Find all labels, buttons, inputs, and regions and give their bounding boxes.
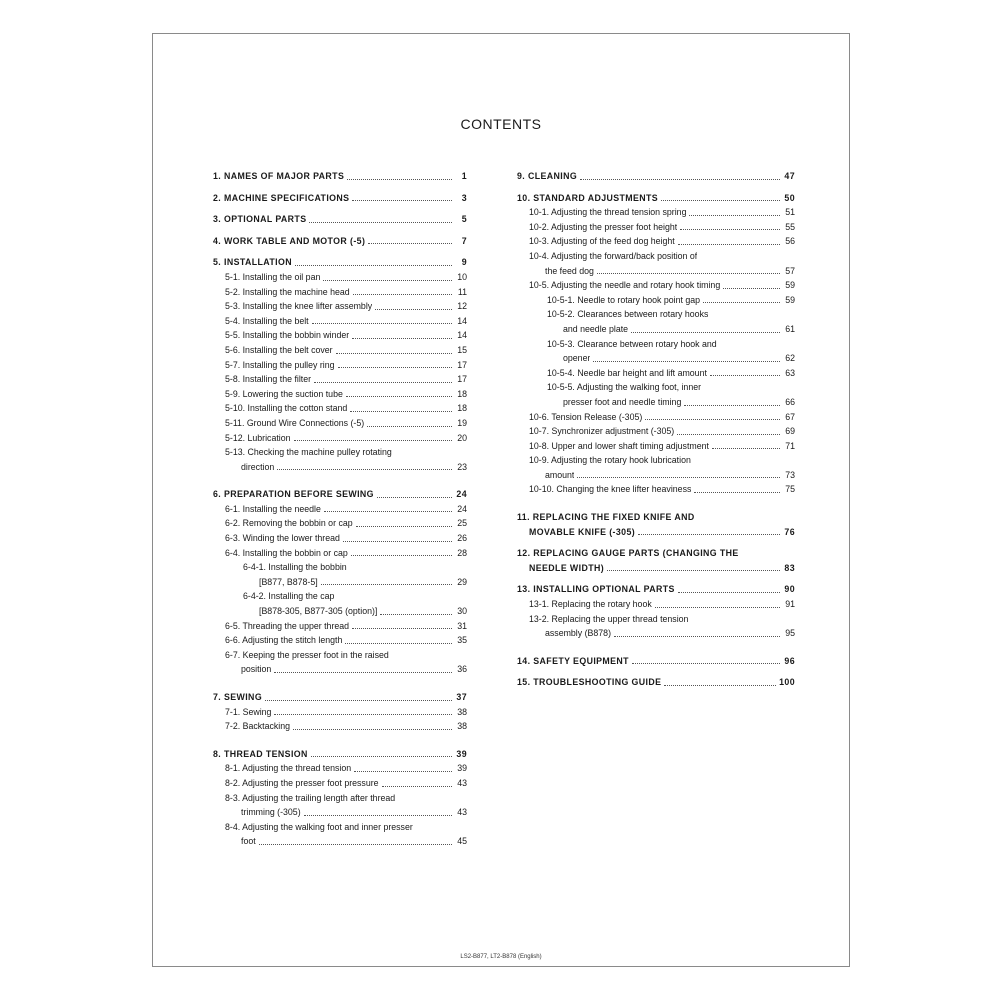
toc-entry-line xyxy=(213,560,467,575)
toc-page-number: 12 xyxy=(457,301,467,312)
dot-leader xyxy=(382,786,452,787)
toc-entry xyxy=(213,270,467,285)
toc-entry xyxy=(213,487,467,502)
toc-entry xyxy=(213,212,467,227)
dot-leader xyxy=(351,555,452,556)
toc-entry-label: 10-5-5. Adjusting the walking foot, inner xyxy=(547,382,702,393)
toc-page-number: 17 xyxy=(457,359,467,370)
dot-leader xyxy=(350,411,452,412)
toc-entry xyxy=(213,191,467,206)
toc-entry xyxy=(213,372,467,387)
toc-page-number: 17 xyxy=(457,374,467,385)
dot-leader xyxy=(321,584,452,585)
toc-entry-label: 5-9. Lowering the suction tube xyxy=(225,388,343,399)
toc-page-number: 23 xyxy=(457,461,467,472)
toc-entry xyxy=(213,662,467,677)
toc-page-number: 90 xyxy=(784,584,795,595)
toc-entry-line xyxy=(517,307,795,322)
page-footer: LS2-B877, LT2-B878 (English) xyxy=(460,954,542,960)
toc-entry-label: 8-2. Adjusting the presser foot pressure xyxy=(225,777,379,788)
toc-entry-label-continued: amount xyxy=(545,469,575,480)
toc-entry-label-continued: [B877, B878-5] xyxy=(259,576,318,587)
dot-leader xyxy=(338,367,452,368)
toc-entry-label: 6-4-1. Installing the bobbin xyxy=(243,562,347,573)
toc-entry-label: 5-2. Installing the machine head xyxy=(225,286,350,297)
toc-page-number: 66 xyxy=(785,396,795,407)
toc-page-number: 47 xyxy=(784,171,795,181)
toc-entry-label: 6. PREPARATION BEFORE SEWING xyxy=(213,489,374,500)
toc-entry-label: 5-8. Installing the filter xyxy=(225,374,312,385)
toc-entry xyxy=(213,234,467,249)
dot-leader xyxy=(356,526,452,527)
toc-page-number: 24 xyxy=(457,503,467,514)
toc-entry xyxy=(213,314,467,329)
toc-page-number: 55 xyxy=(785,221,795,232)
toc-entry-label: 3. OPTIONAL PARTS xyxy=(213,214,307,225)
toc-entry-label: 5-6. Installing the belt cover xyxy=(225,344,333,355)
toc-page-number: 9 xyxy=(461,257,467,268)
toc-page-number: 19 xyxy=(457,417,467,428)
toc-entry-label: 11. REPLACING THE FIXED KNIFE AND xyxy=(517,512,695,523)
dot-leader xyxy=(712,448,780,449)
toc-page-number: 59 xyxy=(785,280,795,291)
dot-leader xyxy=(368,243,452,244)
dot-leader xyxy=(380,614,452,615)
toc-entry-line xyxy=(517,337,795,352)
toc-entry-line xyxy=(517,380,795,395)
dot-leader xyxy=(304,815,452,816)
toc-entry xyxy=(213,747,467,762)
toc-page-number: 36 xyxy=(457,664,467,675)
toc-entry xyxy=(517,169,795,184)
dot-leader xyxy=(593,361,780,362)
dot-leader xyxy=(684,405,780,406)
dot-leader xyxy=(259,844,452,845)
toc-entry xyxy=(517,626,795,641)
dot-leader xyxy=(352,200,452,201)
toc-entry xyxy=(213,719,467,734)
toc-entry xyxy=(213,575,467,590)
toc-entry xyxy=(517,293,795,308)
toc-page-number: 11 xyxy=(457,286,467,297)
toc-entry xyxy=(517,561,795,576)
toc-entry-label: 9. CLEANING xyxy=(517,171,578,181)
toc-page-number: 39 xyxy=(456,748,467,759)
toc-entry-label: 10-8. Upper and lower shaft timing adjustment xyxy=(529,440,709,451)
toc-page-number: 91 xyxy=(785,599,795,610)
toc-page-number: 75 xyxy=(785,484,795,495)
toc-entry-line xyxy=(213,820,467,835)
toc-entry-label: 10-9. Adjusting the rotary hook lubrication xyxy=(529,455,691,466)
dot-leader xyxy=(367,426,452,427)
toc-page-number: 43 xyxy=(457,807,467,818)
toc-entry-label: 10-5-1. Needle to rotary hook point gap xyxy=(547,294,701,305)
toc-entry-label: 10-5-4. Needle bar height and lift amount xyxy=(547,367,707,378)
toc-page-number: 56 xyxy=(785,236,795,247)
toc-entry xyxy=(517,205,795,220)
toc-page-number: 24 xyxy=(456,489,467,500)
toc-entry xyxy=(517,322,795,337)
toc-entry xyxy=(517,482,795,497)
toc-entry-label: 6-3. Winding the lower thread xyxy=(225,533,340,544)
toc-page-number: 14 xyxy=(457,330,467,341)
toc-entry xyxy=(213,328,467,343)
toc-entry xyxy=(213,805,467,820)
toc-page-number: 71 xyxy=(785,440,795,451)
dot-leader xyxy=(354,771,452,772)
toc-right-column xyxy=(517,169,795,690)
toc-entry-label-continued: and needle plate xyxy=(563,323,629,334)
toc-entry xyxy=(213,387,467,402)
dot-leader xyxy=(614,636,780,637)
toc-entry-label: 10. STANDARD ADJUSTMENTS xyxy=(517,192,659,203)
toc-entry-line xyxy=(517,510,795,525)
toc-page-number: 61 xyxy=(785,323,795,334)
toc-entry xyxy=(517,675,795,690)
toc-entry-label: 10-5. Adjusting the needle and rotary hook timing xyxy=(529,280,721,291)
toc-page-number: 39 xyxy=(457,763,467,774)
toc-entry xyxy=(517,424,795,439)
toc-entry-label: 8. THREAD TENSION xyxy=(213,748,308,759)
toc-entry xyxy=(213,516,467,531)
dot-leader xyxy=(274,714,452,715)
toc-entry-label: 5-10. Installing the cotton stand xyxy=(225,403,348,414)
toc-page-number: 67 xyxy=(785,411,795,422)
toc-entry-label: 13-2. Replacing the upper thread tension xyxy=(529,613,689,624)
toc-entry xyxy=(213,604,467,619)
toc-entry-label: 5-12. Lubrication xyxy=(225,432,291,443)
dot-leader xyxy=(352,338,452,339)
toc-entry xyxy=(517,439,795,454)
toc-entry-label: 12. REPLACING GAUGE PARTS (CHANGING THE xyxy=(517,548,739,559)
toc-entry-label-continued: direction xyxy=(241,461,275,472)
toc-entry-label: 13-1. Replacing the rotary hook xyxy=(529,599,652,610)
toc-entry-label: 6-1. Installing the needle xyxy=(225,503,321,514)
dot-leader xyxy=(597,273,780,274)
toc-entry-label: 10-1. Adjusting the thread tension spring xyxy=(529,207,687,218)
toc-entry-label: 5-11. Ground Wire Connections (-5) xyxy=(225,417,365,428)
toc-entry-label-continued: assembly (B878) xyxy=(545,628,612,639)
toc-page-number: 76 xyxy=(784,526,795,537)
dot-leader xyxy=(664,685,776,686)
toc-entry-label-continued: the feed dog xyxy=(545,265,594,276)
dot-leader xyxy=(293,729,452,730)
toc-page-number: 57 xyxy=(785,265,795,276)
toc-entry xyxy=(517,220,795,235)
dot-leader xyxy=(645,419,780,420)
toc-page-number: 59 xyxy=(785,294,795,305)
toc-entry-label: 5-7. Installing the pulley ring xyxy=(225,359,335,370)
dot-leader xyxy=(689,215,780,216)
toc-entry-label: 1. NAMES OF MAJOR PARTS xyxy=(213,171,345,181)
toc-page-number: 37 xyxy=(456,692,467,702)
dot-leader xyxy=(312,323,452,324)
toc-page-number: 95 xyxy=(785,628,795,639)
dot-leader xyxy=(703,302,780,303)
toc-page-number: 38 xyxy=(457,706,467,717)
toc-entry-label: 5-3. Installing the knee lifter assembly xyxy=(225,301,373,312)
toc-page-number: 28 xyxy=(457,547,467,558)
toc-entry-label: 10-10. Changing the knee lifter heaviness xyxy=(529,484,692,495)
toc-entry-label: 10-5-3. Clearance between rotary hook and xyxy=(547,338,717,349)
dot-leader xyxy=(631,332,780,333)
toc-entry xyxy=(213,690,467,705)
toc-entry xyxy=(213,705,467,720)
toc-entry xyxy=(213,299,467,314)
toc-entry-line xyxy=(213,791,467,806)
toc-entry-label: 5-13. Checking the machine pulley rotating xyxy=(225,447,392,458)
toc-page-number: 73 xyxy=(785,469,795,480)
toc-entry xyxy=(213,761,467,776)
toc-entry xyxy=(517,351,795,366)
toc-entry-label-continued: foot xyxy=(241,836,256,847)
toc-entry-label: 8-4. Adjusting the walking foot and inner presser xyxy=(225,821,413,832)
toc-entry-label: 7-1. Sewing xyxy=(225,706,272,717)
toc-entry-label: 6-7. Keeping the presser foot in the raised xyxy=(225,649,389,660)
toc-entry xyxy=(517,366,795,381)
dot-leader xyxy=(694,492,780,493)
toc-entry-label: 10-7. Synchronizer adjustment (-305) xyxy=(529,426,675,437)
dot-leader xyxy=(347,179,452,180)
dot-leader xyxy=(710,375,780,376)
toc-entry xyxy=(517,234,795,249)
toc-entry-label-continued: opener xyxy=(563,353,591,364)
toc-entry xyxy=(213,619,467,634)
dot-leader xyxy=(314,382,452,383)
toc-page-number: 63 xyxy=(785,367,795,378)
dot-leader xyxy=(336,353,452,354)
toc-entry xyxy=(517,395,795,410)
toc-entry xyxy=(213,633,467,648)
dot-leader xyxy=(577,477,780,478)
dot-leader xyxy=(295,265,452,266)
toc-page-number: 15 xyxy=(457,344,467,355)
dot-leader xyxy=(377,497,452,498)
toc-entry-line xyxy=(213,589,467,604)
toc-entry-label: 10-4. Adjusting the forward/back position of xyxy=(529,250,698,261)
toc-entry-label: 10-3. Adjusting of the feed dog height xyxy=(529,236,675,247)
toc-page-number: 83 xyxy=(784,562,795,573)
toc-entry xyxy=(213,776,467,791)
dot-leader xyxy=(265,700,452,701)
toc-entry-label: 6-6. Adjusting the stitch length xyxy=(225,635,343,646)
toc-page-number: 43 xyxy=(457,777,467,788)
toc-page-number: 1 xyxy=(461,171,467,181)
toc-entry xyxy=(213,358,467,373)
toc-entry xyxy=(213,431,467,446)
toc-entry xyxy=(213,834,467,849)
dot-leader xyxy=(678,592,780,593)
toc-entry xyxy=(213,169,467,184)
dot-leader xyxy=(352,628,452,629)
dot-leader xyxy=(323,280,452,281)
dot-leader xyxy=(346,396,452,397)
dot-leader xyxy=(345,643,452,644)
toc-entry-label: 6-4. Installing the bobbin or cap xyxy=(225,547,348,558)
toc-entry xyxy=(517,410,795,425)
toc-entry xyxy=(213,546,467,561)
dot-leader xyxy=(655,607,780,608)
toc-entry-label: 6-5. Threading the upper thread xyxy=(225,620,350,631)
toc-entry-line xyxy=(517,546,795,561)
dot-leader xyxy=(677,434,780,435)
toc-page-number: 10 xyxy=(457,271,467,282)
toc-entry xyxy=(517,264,795,279)
toc-entry xyxy=(213,401,467,416)
toc-entry-label-continued: presser foot and needle timing xyxy=(563,396,682,407)
toc-entry-label: 5. INSTALLATION xyxy=(213,257,292,268)
dot-leader xyxy=(311,756,452,757)
toc-page-number: 7 xyxy=(461,235,467,246)
toc-entry xyxy=(517,597,795,612)
page-title: CONTENTS xyxy=(460,116,542,132)
dot-leader xyxy=(661,200,780,201)
toc-page-number: 5 xyxy=(461,214,467,225)
toc-page-number: 38 xyxy=(457,721,467,732)
toc-entry xyxy=(517,278,795,293)
toc-page-number: 45 xyxy=(457,836,467,847)
toc-page-number: 30 xyxy=(457,606,467,617)
toc-entry-label: 10-2. Adjusting the presser foot height xyxy=(529,221,678,232)
dot-leader xyxy=(274,672,452,673)
dot-leader xyxy=(277,469,452,470)
toc-entry-label-continued: [B878-305, B877-305 (option)] xyxy=(259,606,378,617)
toc-entry-label: 13. INSTALLING OPTIONAL PARTS xyxy=(517,584,675,595)
toc-page-number: 18 xyxy=(457,388,467,399)
toc-entry-label: 7. SEWING xyxy=(213,692,263,702)
toc-entry xyxy=(213,502,467,517)
toc-entry xyxy=(517,191,795,206)
toc-page-number: 14 xyxy=(457,315,467,326)
toc-entry xyxy=(213,343,467,358)
toc-page-number: 20 xyxy=(457,432,467,443)
dot-leader xyxy=(678,244,780,245)
dot-leader xyxy=(723,288,780,289)
toc-entry xyxy=(517,654,795,669)
toc-entry-label: 6-4-2. Installing the cap xyxy=(243,591,335,602)
toc-page-number: 62 xyxy=(785,353,795,364)
toc-entry-label-continued: position xyxy=(241,664,272,675)
toc-entry-line xyxy=(517,612,795,627)
toc-entry-label: 8-1. Adjusting the thread tension xyxy=(225,763,352,774)
toc-page-number: 29 xyxy=(457,576,467,587)
toc-entry-line xyxy=(517,249,795,264)
toc-page-number: 35 xyxy=(457,635,467,646)
toc-entry-line xyxy=(213,648,467,663)
toc-entry xyxy=(213,255,467,270)
toc-entry-line xyxy=(213,445,467,460)
toc-page-number: 50 xyxy=(784,192,795,203)
dot-leader xyxy=(680,229,780,230)
toc-entry-label: 4. WORK TABLE AND MOTOR (-5) xyxy=(213,235,366,246)
dot-leader xyxy=(353,294,452,295)
toc-entry-label: 14. SAFETY EQUIPMENT xyxy=(517,655,629,666)
toc-left-column xyxy=(213,169,467,849)
dot-leader xyxy=(375,309,452,310)
toc-entry-label: 10-6. Tension Release (-305) xyxy=(529,411,643,422)
dot-leader xyxy=(580,179,780,180)
toc-entry-label: 2. MACHINE SPECIFICATIONS xyxy=(213,192,350,203)
toc-entry xyxy=(213,416,467,431)
toc-page-number: 100 xyxy=(779,677,795,688)
toc-entry-label-continued: MOVABLE KNIFE (-305) xyxy=(529,526,636,537)
toc-entry xyxy=(213,285,467,300)
toc-entry xyxy=(517,582,795,597)
toc-entry-label-continued: trimming (-305) xyxy=(241,807,301,818)
toc-entry-label: 10-5-2. Clearances between rotary hooks xyxy=(547,309,709,320)
toc-entry-label: 5-5. Installing the bobbin winder xyxy=(225,330,350,341)
dot-leader xyxy=(309,222,452,223)
document-page xyxy=(152,33,850,967)
toc-page-number: 96 xyxy=(784,655,795,666)
toc-page-number: 26 xyxy=(457,533,467,544)
dot-leader xyxy=(343,541,452,542)
toc-entry-line xyxy=(517,453,795,468)
toc-entry xyxy=(213,460,467,475)
dot-leader xyxy=(632,663,780,664)
toc-entry-label-continued: NEEDLE WIDTH) xyxy=(529,562,605,573)
dot-leader xyxy=(324,511,452,512)
toc-page-number: 69 xyxy=(785,426,795,437)
toc-entry-label: 5-4. Installing the belt xyxy=(225,315,309,326)
toc-page-number: 31 xyxy=(457,620,467,631)
dot-leader xyxy=(294,440,452,441)
toc-entry-label: 8-3. Adjusting the trailing length after thread xyxy=(225,792,396,803)
toc-entry xyxy=(213,531,467,546)
toc-page-number: 18 xyxy=(457,403,467,414)
toc-entry-label: 6-2. Removing the bobbin or cap xyxy=(225,518,353,529)
toc-entry-label: 15. TROUBLESHOOTING GUIDE xyxy=(517,677,662,688)
dot-leader xyxy=(638,534,780,535)
toc-entry-label: 5-1. Installing the oil pan xyxy=(225,271,321,282)
toc-entry xyxy=(517,525,795,540)
dot-leader xyxy=(607,570,780,571)
toc-entry xyxy=(517,468,795,483)
toc-page-number: 3 xyxy=(461,192,467,203)
toc-page-number: 51 xyxy=(785,207,795,218)
toc-page-number: 25 xyxy=(457,518,467,529)
toc-entry-label: 7-2. Backtacking xyxy=(225,721,291,732)
